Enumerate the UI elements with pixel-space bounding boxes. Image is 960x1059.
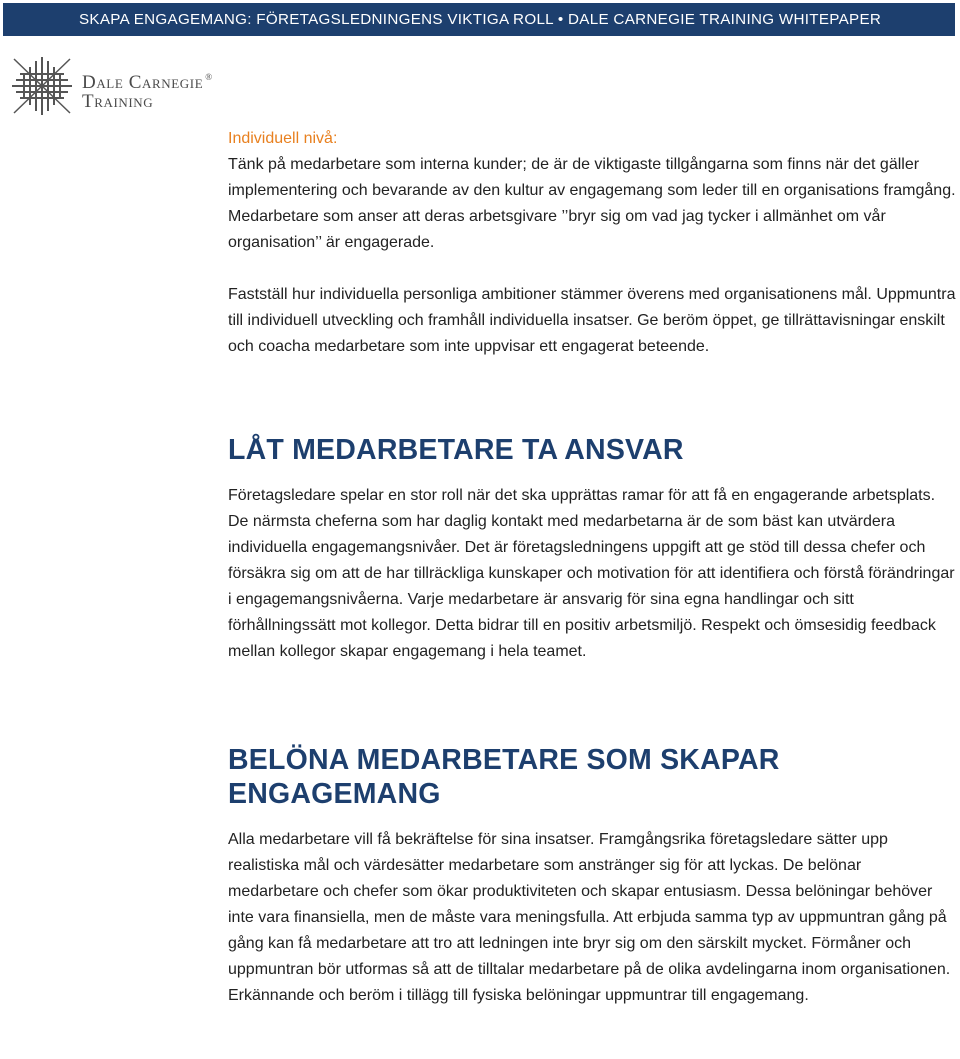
logo-wordmark bbox=[82, 73, 213, 111]
header-banner bbox=[3, 3, 955, 36]
reward-heading: BELÖNA MEDARBETARE SOM SKAPAR ENGAGEMANG bbox=[228, 744, 780, 810]
dale-carnegie-logo bbox=[10, 55, 250, 117]
logo-emblem-icon bbox=[10, 55, 74, 117]
header-banner-text: SKAPA ENGAGEMANG: FÖRETAGSLEDNINGENS VIKTIGA ROLL • DALE CARNEGIE TRAINING WHITEPAPER bbox=[79, 11, 882, 28]
reward-paragraph: Alla medarbetare vill få bekräftelse för sina insatser. Framgångsrika företagsledare sätter upp realistiska mål och värdesätter medarbetare som anstränger sig för att lyckas. De belönar medarbetare och chefer som ökar produktiviteten och skapar entusiasm. Dessa belöningar behöver inte vara finansiella, men de måste vara meningsfulla. Att erbjuda samma typ av uppmuntran gång på gång kan få medarbetare att tro att ledningen inte bryr sig om den särskilt mycket. Förmåner och uppmuntran bör utformas så att de tilltalar medarbetare på de olika avdelingarna inom organisationen. Erkännande och beröm i tillägg till fysiska belöningar uppmuntrar till engagemang. bbox=[228, 831, 951, 1004]
logo-line2: Training bbox=[82, 91, 154, 112]
logo-line1: Dale Carnegie bbox=[82, 72, 204, 93]
logo-registered-mark: ® bbox=[205, 72, 213, 82]
responsibility-paragraph: Företagsledare spelar en stor roll när det ska upprättas ramar för att få en engagerande arbetsplats. De närmsta cheferna som har daglig kontakt med medarbetarna är de som bäst kan utvärdera individuella engagemangsnivåer. Det är företagsledningens uppgift att ge stöd till dessa chefer och försäkra sig om att de har tillräckliga kunskaper och motivation för att identifiera och förstå förändringar i engagemangsnivåerna. Varje medarbetare är ansvarig för sina egna handlingar och sitt förhållningssätt mot kollegor. Detta bidrar till en positiv arbetsmiljö. Respekt och ömsesidig feedback mellan kollegor skapar engagemang i hela teamet. bbox=[228, 487, 955, 660]
individual-paragraph-2: Fastställ hur individuella personliga ambitioner stämmer överens med organisationens mål. Uppmuntra till individuell utveckling och framhåll individuella insatser. Ge beröm öppet, ge tillrättavisningar enskilt och coacha medarbetare som inte uppvisar ett engagerat beteende. bbox=[228, 286, 956, 355]
document-body bbox=[228, 126, 956, 1009]
responsibility-heading: LÅT MEDARBETARE TA ANSVAR bbox=[228, 434, 684, 466]
individual-level-heading: Individuell nivå: bbox=[228, 130, 338, 147]
individual-paragraph-1: Tänk på medarbetare som interna kunder; de är de viktigaste tillgångarna som finns när det gäller implementering och bevarande av den kultur av engagemang som leder till en organisations framgång. Medarbetare som anser att deras arbetsgivare ’’bryr sig om vad jag tycker i allmänhet om vår organisation’’ är engagerade. bbox=[228, 156, 956, 251]
